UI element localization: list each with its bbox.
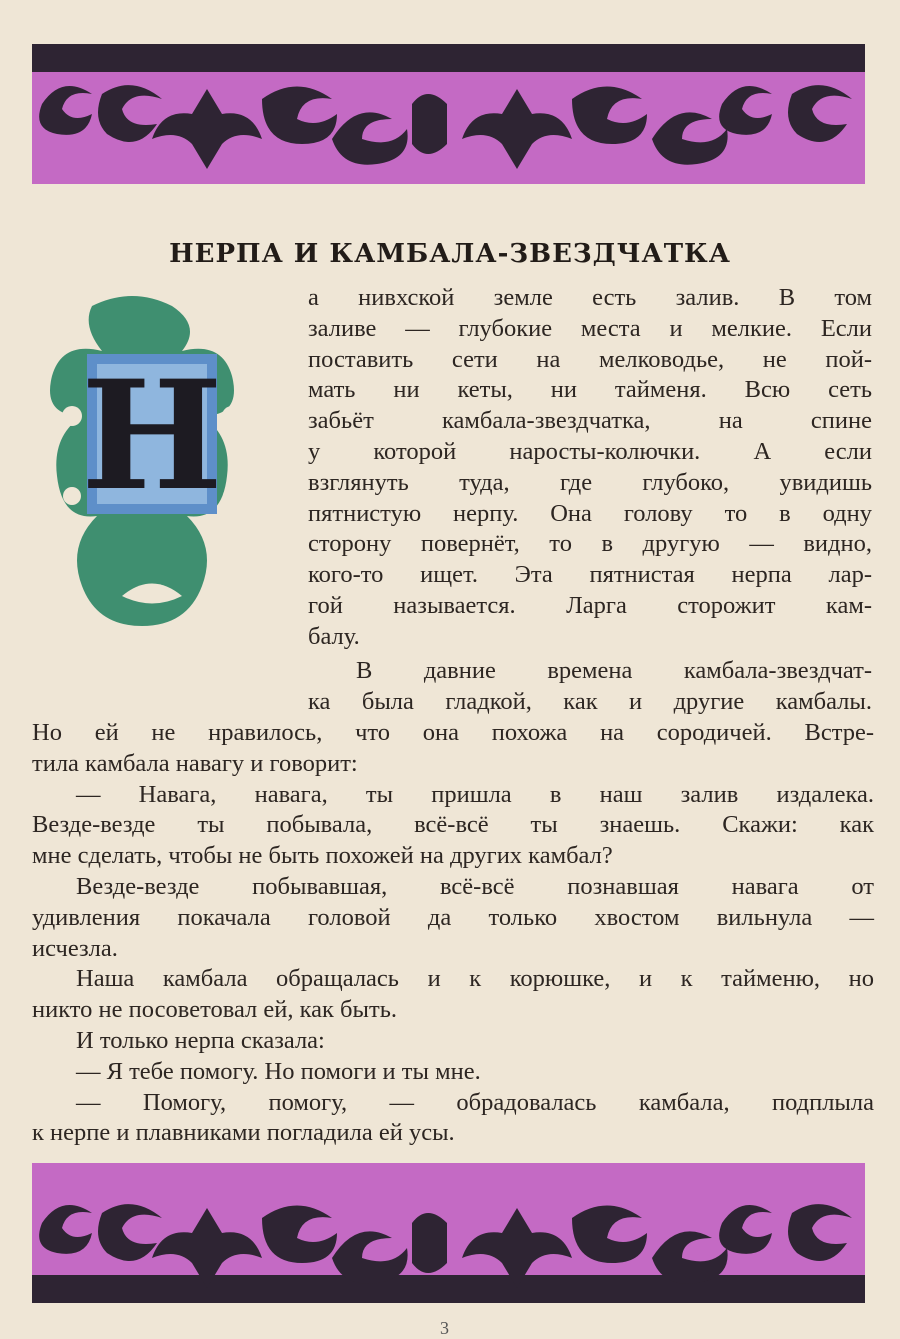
drop-cap-svg (32, 296, 272, 716)
text-line: пятнистую нерпу. Она голову то в одну (308, 499, 872, 527)
text-line: — Помогу, помогу, — обрадовалась камбала, подплыла (76, 1088, 874, 1116)
text-line: сторону повернёт, то в другую — видно, (308, 530, 872, 558)
text-line: никто не посоветовал ей, как быть. (32, 996, 397, 1024)
text-line: мать ни кеты, ни тайменя. Всю сеть (308, 376, 872, 404)
text-line: Везде-везде ты побывала, всё-всё ты знаешь. Скажи: как (32, 811, 874, 839)
text-line: взглянуть туда, где глубоко, увидишь (308, 468, 872, 496)
text-line: кого-то ищет. Эта пятнистая нерпа лар- (308, 561, 872, 589)
text-line: забьёт камбала-звездчатка, на спине (308, 407, 872, 435)
text-line: мне сделать, чтобы не быть похожей на других камбал? (32, 842, 613, 870)
text-line: к нерпе и плавниками погладила ей усы. (32, 1119, 455, 1147)
bottom-ornament-svg (32, 1163, 865, 1303)
paragraph-2-narrow (308, 656, 872, 718)
text-line: Но ей не нравилось, что она похожа на сородичей. Встре- (32, 719, 874, 746)
page-number: 3 (440, 1318, 449, 1338)
top-ornament-svg (32, 44, 865, 184)
text-line: Везде-везде побывавшая, всё-всё познавшая навага от (76, 872, 874, 900)
drop-cap-ornament (32, 296, 272, 716)
text-line: у которой наросты-колючки. А если (308, 437, 872, 465)
text-line: тила камбала навагу и говорит: (32, 749, 358, 777)
text-line: — Навага, навага, ты пришла в наш залив издалека. (76, 780, 874, 808)
text-line: исчезла. (32, 934, 118, 962)
text-line: ка была гладкой, как и другие камбалы. (308, 687, 872, 715)
text-line: удивления покачала головой да только хвостом вильнула — (32, 903, 874, 931)
text-line: гой называется. Ларга сторожит кам- (308, 591, 872, 619)
top-ornament-band (32, 44, 865, 184)
bottom-ornament-band (32, 1163, 865, 1303)
story-title: НЕРПА И КАМБАЛА-ЗВЕЗДЧАТКА (169, 239, 731, 270)
text-line: И только нерпа сказала: (76, 1026, 325, 1054)
text-line: — Я тебе помогу. Но помоги и ты мне. (76, 1057, 481, 1085)
text-line: а нивхской земле есть залив. В том (308, 284, 872, 311)
drop-cap-letter: Н (81, 348, 223, 524)
text-line: балу. (308, 622, 360, 650)
text-line: Наша камбала обращалась и к корюшке, и к тайменю, но (76, 965, 874, 993)
paragraph-1 (308, 283, 872, 653)
text-line: поставить сети на мелководье, не пой- (308, 345, 872, 373)
body-text (32, 718, 874, 1149)
text-line: В давние времена камбала-звездчат- (356, 657, 872, 684)
text-line: заливе — глубокие места и мелкие. Если (308, 314, 872, 342)
